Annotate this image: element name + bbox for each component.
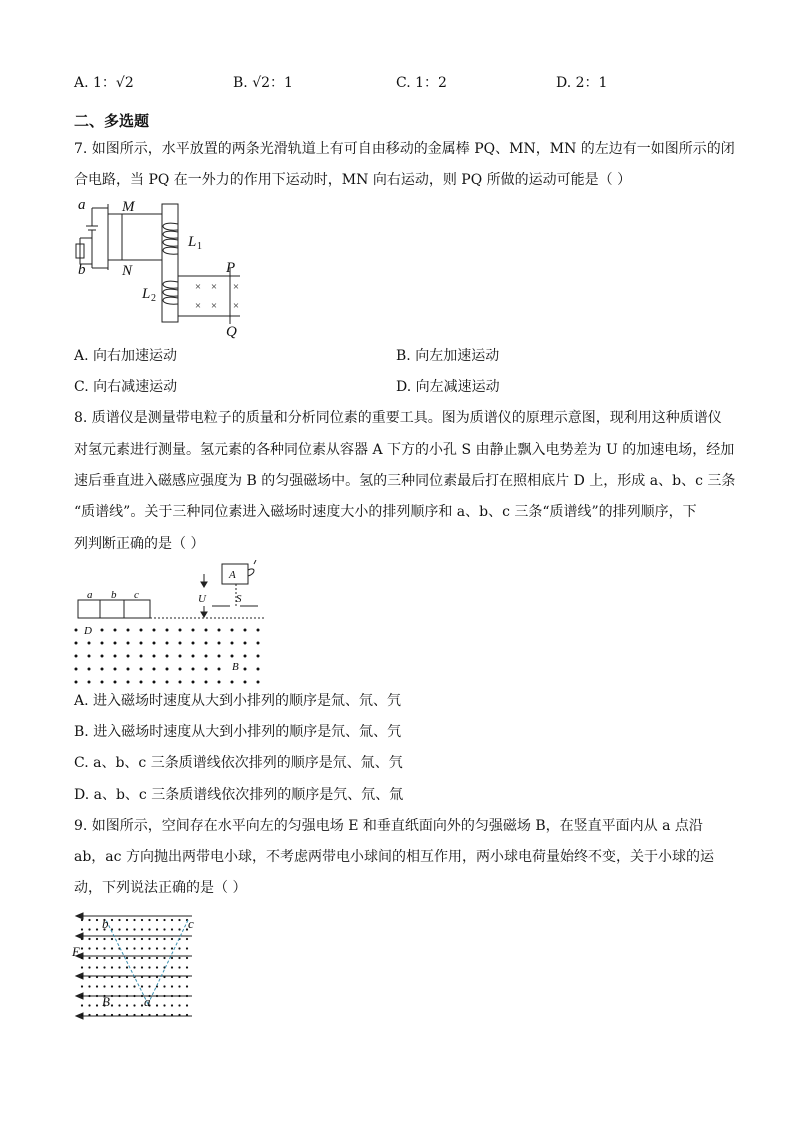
field-dot	[166, 681, 169, 684]
field-dot	[118, 976, 120, 978]
field-dot	[148, 938, 150, 940]
field-dot	[81, 1004, 83, 1006]
field-dot	[205, 668, 208, 671]
field-dot	[96, 938, 98, 940]
field-dot	[178, 995, 180, 997]
field-dot	[141, 976, 143, 978]
field-dot	[166, 629, 169, 632]
field-dot	[88, 947, 90, 949]
q8-option-d: D. a、b、c 三条质谱线依次排列的顺序是氕、氘、氚	[74, 787, 404, 803]
field-dot	[186, 947, 188, 949]
field-dot	[88, 668, 91, 671]
field-dot	[153, 629, 156, 632]
field-dot	[205, 681, 208, 684]
field-dot	[88, 928, 90, 930]
field-dot	[111, 995, 113, 997]
field-dot	[141, 966, 143, 968]
field-dot	[96, 995, 98, 997]
field-dot	[101, 668, 104, 671]
q7-line-1: 7. 如图所示，水平放置的两条光滑轨道上有可自由移动的金属棒 PQ、MN，MN 的左边有一如图所示的闭	[74, 141, 735, 157]
q8-line-2: 对氢元素进行测量。氢元素的各种同位素从容器 A 下方的小孔 S 由静止飘入电势差为 U 的加速电场，经加	[74, 442, 735, 458]
field-dot	[163, 985, 165, 987]
field-dot	[126, 947, 128, 949]
field-dot	[118, 1014, 120, 1016]
field-dot	[103, 947, 105, 949]
q8-label-s: S	[236, 593, 242, 605]
field-dot	[127, 629, 130, 632]
field-dot	[163, 947, 165, 949]
field-dot	[156, 928, 158, 930]
field-dot	[141, 1004, 143, 1006]
field-dot	[156, 938, 158, 940]
field-dot	[171, 1014, 173, 1016]
field-dot	[141, 957, 143, 959]
field-dot	[75, 681, 78, 684]
field-dot	[126, 928, 128, 930]
field-dot	[231, 629, 234, 632]
svg-text:×: ×	[194, 300, 202, 312]
field-dot	[75, 629, 78, 632]
field-dot	[111, 957, 113, 959]
field-dot	[257, 629, 260, 632]
field-dot	[81, 938, 83, 940]
field-dot	[156, 947, 158, 949]
q7-option-a: A. 向右加速运动	[74, 348, 178, 364]
field-dot	[192, 655, 195, 658]
field-dot	[179, 629, 182, 632]
field-dot	[101, 629, 104, 632]
svg-text:×: ×	[210, 281, 218, 293]
field-dot	[103, 957, 105, 959]
field-dot	[148, 947, 150, 949]
field-dot	[75, 668, 78, 671]
field-arrow	[76, 913, 83, 919]
q6-option-c: C. 1：2	[396, 75, 447, 91]
q9-label-b-field: B	[102, 994, 110, 1009]
q8-option-c: C. a、b、c 三条质谱线依次排列的顺序是氘、氚、氕	[74, 755, 403, 771]
q7-label-p: P	[226, 260, 236, 276]
field-dot	[186, 985, 188, 987]
field-dot	[192, 668, 195, 671]
q7-circuit-figure	[74, 196, 249, 341]
field-dot	[111, 976, 113, 978]
field-dot	[257, 681, 260, 684]
field-dot	[96, 1014, 98, 1016]
q9-line-3: 动，下列说法正确的是（ ）	[74, 880, 247, 896]
field-dot	[126, 985, 128, 987]
field-dot	[96, 976, 98, 978]
field-dot	[178, 976, 180, 978]
field-dot	[218, 642, 221, 645]
field-dot	[118, 928, 120, 930]
field-dot	[118, 919, 120, 921]
field-dot	[163, 1004, 165, 1006]
field-dot	[148, 928, 150, 930]
field-dot	[118, 966, 120, 968]
field-dot	[103, 985, 105, 987]
field-dot	[205, 642, 208, 645]
field-dot	[127, 642, 130, 645]
field-dot	[126, 938, 128, 940]
field-dot	[114, 681, 117, 684]
field-dot	[153, 655, 156, 658]
field-dot	[88, 985, 90, 987]
field-dot	[163, 919, 165, 921]
field-dot	[171, 1004, 173, 1006]
field-dot	[148, 976, 150, 978]
field-dot	[166, 642, 169, 645]
field-dot	[103, 1014, 105, 1016]
field-dot	[88, 966, 90, 968]
field-dot	[114, 668, 117, 671]
field-dot	[140, 655, 143, 658]
q7-label-b: b	[78, 262, 86, 278]
field-dot	[192, 681, 195, 684]
field-dot	[133, 995, 135, 997]
q7-label-l2: L	[142, 286, 151, 302]
field-dot	[81, 928, 83, 930]
field-dot	[111, 1004, 113, 1006]
field-dot	[244, 681, 247, 684]
field-dot	[81, 966, 83, 968]
field-dot	[153, 668, 156, 671]
q7-label-l1: L	[188, 234, 197, 250]
field-dot	[257, 655, 260, 658]
field-dot	[178, 957, 180, 959]
field-dot	[141, 985, 143, 987]
q6-option-b: B. √2：1	[233, 75, 293, 91]
field-dot	[133, 928, 135, 930]
field-dot	[178, 919, 180, 921]
q7-label-m: M	[122, 199, 135, 215]
field-dot	[163, 976, 165, 978]
field-dot	[133, 957, 135, 959]
field-dot	[179, 655, 182, 658]
q9-label-b: b	[102, 916, 109, 931]
field-dot	[118, 995, 120, 997]
field-dot	[101, 681, 104, 684]
field-dot	[118, 985, 120, 987]
field-dot	[88, 655, 91, 658]
field-dot	[171, 985, 173, 987]
field-dot	[231, 681, 234, 684]
field-dot	[218, 629, 221, 632]
field-dot	[156, 966, 158, 968]
svg-text:×: ×	[210, 300, 218, 312]
field-dot	[75, 655, 78, 658]
field-dot	[126, 1004, 128, 1006]
q8-line-3: 速后垂直进入磁感应强度为 B 的匀强磁场中。氢的三种同位素最后打在照相底片 D 上，形成 a、b、c 三条	[74, 473, 736, 489]
field-dot	[186, 957, 188, 959]
q6-option-d: D. 2：1	[556, 75, 608, 91]
field-dot	[141, 928, 143, 930]
field-dot	[111, 938, 113, 940]
field-dot	[126, 966, 128, 968]
field-dot	[178, 947, 180, 949]
q9-line-2: ab，ac 方向抛出两带电小球，不考虑两带电小球间的相互作用，两小球电荷量始终不变，关于小球的运	[74, 849, 714, 865]
field-dot	[257, 642, 260, 645]
field-dot	[205, 655, 208, 658]
field-dot	[179, 668, 182, 671]
field-dot	[141, 947, 143, 949]
field-dot	[186, 976, 188, 978]
field-dot	[171, 957, 173, 959]
field-dot	[192, 629, 195, 632]
field-dot	[141, 995, 143, 997]
field-dot	[179, 681, 182, 684]
field-dot	[133, 947, 135, 949]
field-dot	[88, 919, 90, 921]
field-dot	[163, 938, 165, 940]
field-dot	[88, 976, 90, 978]
field-dot	[156, 995, 158, 997]
field-dot	[81, 995, 83, 997]
field-dot	[186, 1014, 188, 1016]
field-dot	[148, 919, 150, 921]
q7-option-b: B. 向左加速运动	[396, 348, 500, 364]
field-dot	[140, 681, 143, 684]
field-dot	[171, 995, 173, 997]
field-dot	[81, 976, 83, 978]
field-dot	[178, 966, 180, 968]
field-dot	[114, 655, 117, 658]
field-dot	[114, 642, 117, 645]
q8-label-a: a	[87, 589, 93, 601]
field-dot	[257, 668, 260, 671]
field-dot	[178, 928, 180, 930]
field-dot	[218, 668, 221, 671]
q8-label-u: U	[198, 593, 206, 605]
field-dot	[127, 668, 130, 671]
field-dot	[231, 642, 234, 645]
field-dot	[163, 995, 165, 997]
q8-option-a: A. 进入磁场时速度从大到小排列的顺序是氚、氘、氕	[74, 693, 402, 709]
svg-text:×: ×	[194, 281, 202, 293]
field-dot	[81, 947, 83, 949]
field-dot	[171, 928, 173, 930]
field-dot	[171, 966, 173, 968]
q7-option-d: D. 向左减速运动	[396, 379, 500, 395]
field-dot	[88, 938, 90, 940]
field-dot	[141, 1014, 143, 1016]
field-dot	[171, 947, 173, 949]
q8-magnetic-field-dots	[75, 629, 260, 684]
field-dot	[126, 1014, 128, 1016]
field-dot	[96, 928, 98, 930]
field-dot	[101, 655, 104, 658]
field-dot	[81, 1014, 83, 1016]
field-dot	[218, 655, 221, 658]
field-dot	[244, 655, 247, 658]
field-dot	[103, 976, 105, 978]
q7-label-n: N	[122, 263, 133, 279]
field-dot	[96, 947, 98, 949]
q9-field-figure	[70, 906, 200, 1024]
field-dot	[101, 642, 104, 645]
q9-line-1: 9. 如图所示，空间存在水平向左的匀强电场 E 和垂直纸面向外的匀强磁场 B，在竖直平面内从 a 点沿	[74, 818, 703, 834]
field-dot	[133, 985, 135, 987]
field-dot	[163, 1014, 165, 1016]
field-dot	[163, 928, 165, 930]
field-dot	[133, 919, 135, 921]
field-dot	[148, 1014, 150, 1016]
q7-label-l1-sub: 1	[197, 241, 202, 252]
field-dot	[133, 1004, 135, 1006]
field-dot	[231, 655, 234, 658]
field-dot	[156, 1014, 158, 1016]
field-dot	[163, 957, 165, 959]
field-dot	[96, 957, 98, 959]
field-dot	[127, 681, 130, 684]
field-dot	[156, 919, 158, 921]
field-dot	[96, 919, 98, 921]
field-dot	[81, 919, 83, 921]
field-dot	[111, 919, 113, 921]
field-dot	[88, 681, 91, 684]
q8-label-b: b	[111, 589, 117, 601]
field-dot	[148, 966, 150, 968]
field-dot	[118, 1004, 120, 1006]
q8-line-1: 8. 质谱仪是测量带电粒子的质量和分析同位素的重要工具。图为质谱仪的原理示意图，现利用这种质谱仪	[74, 410, 722, 426]
section-title: 二、多选题	[74, 112, 150, 130]
field-dot	[156, 1004, 158, 1006]
field-dot	[153, 681, 156, 684]
field-dot	[88, 642, 91, 645]
field-dot	[81, 985, 83, 987]
q9-label-a: a	[144, 994, 151, 1009]
q8-label-b-field: B	[232, 661, 239, 673]
q7-label-q: Q	[226, 324, 237, 340]
q7-label-a: a	[78, 197, 86, 213]
field-dot	[148, 985, 150, 987]
field-dot	[186, 1004, 188, 1006]
field-dot	[186, 966, 188, 968]
q8-line-5: 列判断正确的是（ ）	[74, 536, 205, 552]
field-dot	[126, 976, 128, 978]
field-dot	[114, 629, 117, 632]
field-dot	[244, 642, 247, 645]
field-dot	[186, 938, 188, 940]
field-dot	[171, 919, 173, 921]
field-dot	[111, 985, 113, 987]
q8-label-container: A	[229, 569, 236, 581]
field-dot	[186, 995, 188, 997]
field-dot	[166, 655, 169, 658]
field-dot	[126, 919, 128, 921]
field-dot	[218, 681, 221, 684]
field-dot	[192, 642, 195, 645]
q9-label-c: c	[188, 916, 194, 931]
field-dot	[133, 938, 135, 940]
field-dot	[111, 1014, 113, 1016]
field-dot	[171, 938, 173, 940]
field-dot	[244, 668, 247, 671]
field-dot	[205, 629, 208, 632]
field-dot	[96, 985, 98, 987]
field-dot	[156, 976, 158, 978]
field-dot	[75, 642, 78, 645]
field-dot	[96, 966, 98, 968]
q8-option-b: B. 进入磁场时速度从大到小排列的顺序是氘、氚、氕	[74, 724, 402, 740]
field-dot	[118, 938, 120, 940]
field-dot	[127, 655, 130, 658]
field-dot	[178, 1004, 180, 1006]
field-dot	[148, 957, 150, 959]
field-dot	[140, 629, 143, 632]
field-dot	[140, 642, 143, 645]
field-dot	[133, 966, 135, 968]
field-dot	[244, 629, 247, 632]
field-dot	[111, 947, 113, 949]
field-dot	[153, 642, 156, 645]
q8-label-d: D	[84, 625, 92, 637]
q8-line-4: “质谱线”。关于三种同位素进入磁场时速度大小的排列顺序和 a、b、c 三条“质谱线”的排列顺序，下	[74, 504, 697, 520]
field-dot	[88, 1014, 90, 1016]
field-dot	[126, 995, 128, 997]
field-dot	[179, 642, 182, 645]
field-dot	[118, 957, 120, 959]
field-dot	[81, 957, 83, 959]
q6-option-a: A. 1：√2	[74, 75, 134, 91]
field-dot	[96, 1004, 98, 1006]
field-dot	[141, 938, 143, 940]
q9-label-e: E	[72, 944, 80, 959]
q8-label-c: c	[134, 589, 139, 601]
field-dot	[140, 668, 143, 671]
field-dot	[126, 957, 128, 959]
field-dot	[178, 1014, 180, 1016]
field-dot	[88, 1004, 90, 1006]
field-dot	[133, 1014, 135, 1016]
field-dot	[178, 985, 180, 987]
q8-mass-spectrometer-figure	[70, 560, 270, 688]
q7-line-2: 合电路，当 PQ 在一外力的作用下运动时，MN 向右运动，则 PQ 所做的运动可能是（ ）	[74, 172, 632, 188]
field-dot	[103, 966, 105, 968]
svg-text:×: ×	[232, 300, 240, 312]
field-dot	[171, 976, 173, 978]
field-dot	[103, 938, 105, 940]
field-dot	[88, 995, 90, 997]
q7-option-c: C. 向右减速运动	[74, 379, 178, 395]
field-dot	[88, 957, 90, 959]
field-dot	[141, 919, 143, 921]
q7-label-l2-sub: 2	[151, 293, 156, 304]
field-dot	[111, 966, 113, 968]
field-dot	[166, 668, 169, 671]
svg-text:×: ×	[232, 281, 240, 293]
field-dot	[156, 957, 158, 959]
